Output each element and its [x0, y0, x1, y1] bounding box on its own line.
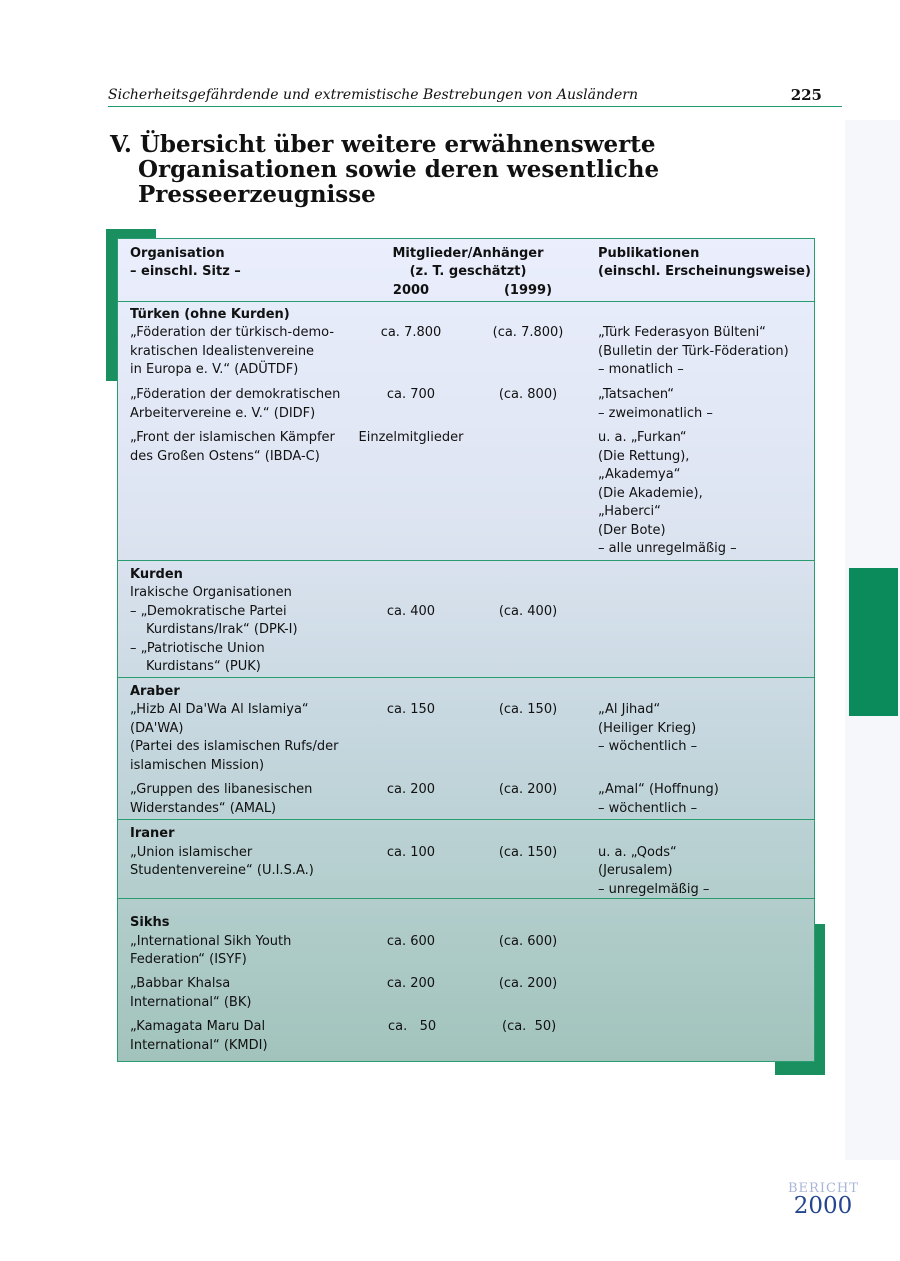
publication-line: (Der Bote) [598, 523, 666, 538]
group-heading: Araber [130, 684, 180, 699]
publication-line: – monatlich – [598, 362, 684, 377]
header-year-1999: (1999) [503, 283, 553, 298]
logo-year: 2000 [793, 1193, 853, 1219]
publication-line: – unregelmäßig – [598, 882, 710, 897]
running-title: Sicherheitsgefährdende und extremistische Bestrebungen von Ausländern [108, 87, 638, 103]
publication-line: – alle unregelmäßig – [598, 541, 737, 556]
org-name-line: kratischen Idealistenvereine [130, 344, 315, 359]
org-name-line: International“ (KMDI) [130, 1038, 268, 1053]
org-name-line: Widerstandes“ (AMAL) [130, 801, 277, 816]
members-1999: (ca. 150) [498, 702, 558, 717]
org-name-line: des Großen Ostens“ (IBDA-C) [130, 449, 320, 464]
org-name-line: Irakische Organisationen [130, 585, 292, 600]
section-title-line-2: Organisationen sowie deren wesentliche [138, 156, 660, 183]
org-name-line: in Europa e. V.“ (ADÜTDF) [130, 362, 299, 377]
members-1999: (ca. 150) [498, 845, 558, 860]
header-members-sub: (z. T. geschätzt) [409, 264, 527, 279]
publication-line: „Haberci“ [598, 504, 661, 519]
logo-word: BERICHT [788, 1181, 859, 1196]
members-1999: (ca. 400) [498, 604, 558, 619]
publication-line: „Amal“ (Hoffnung) [598, 782, 719, 797]
header-year-2000: 2000 [392, 283, 430, 298]
publication-line: – zweimonatlich – [598, 406, 713, 421]
group-heading: Iraner [130, 826, 175, 841]
members-2000: ca. 150 [386, 702, 436, 717]
separator [118, 898, 814, 899]
members-2000: Einzelmitglieder [358, 430, 464, 445]
separator [118, 560, 814, 561]
org-name-line: „Kamagata Maru Dal [130, 1019, 266, 1034]
header-organisation-sub: – einschl. Sitz – [130, 264, 241, 279]
publication-line: „Al Jihad“ [598, 702, 661, 717]
publication-line: u. a. „Qods“ [598, 845, 677, 860]
org-name-line: Studentenvereine“ (U.I.S.A.) [130, 863, 314, 878]
org-name-line: International“ (BK) [130, 995, 252, 1010]
members-1999: (ca. 600) [498, 934, 558, 949]
members-1999: (ca. 800) [498, 387, 558, 402]
bericht-2000-logo [788, 1182, 858, 1217]
members-1999: (ca. 50) [502, 1019, 557, 1034]
publication-line: – wöchentlich – [598, 801, 698, 816]
members-1999: (ca. 7.800) [492, 325, 564, 340]
org-name-line: Arbeitervereine e. V.“ (DIDF) [130, 406, 316, 421]
header-organisation: Organisation [130, 246, 225, 261]
header-publications: Publikationen [598, 246, 700, 261]
header-members: Mitglieder/Anhänger [392, 246, 544, 261]
members-2000: ca. 200 [386, 782, 436, 797]
org-name-line: – „Demokratische Partei [130, 604, 287, 619]
separator [118, 819, 814, 820]
members-2000: ca. 400 [386, 604, 436, 619]
org-name-line: „Föderation der türkisch-demo- [130, 325, 335, 340]
members-2000: ca. 50 [388, 1019, 437, 1034]
members-1999: (ca. 200) [498, 782, 558, 797]
publication-line: „Akademya“ [598, 467, 681, 482]
org-name-line: (DA'WA) [130, 721, 184, 736]
separator [118, 677, 814, 678]
members-2000: ca. 100 [386, 845, 436, 860]
section-title-line-3: Presseerzeugnisse [138, 181, 376, 208]
members-2000: ca. 700 [386, 387, 436, 402]
section-title-line-1: V. Übersicht über weitere erwähnenswerte [110, 131, 656, 158]
org-name-line: islamischen Mission) [130, 758, 265, 773]
header-publications-sub: (einschl. Erscheinungsweise) [598, 264, 811, 279]
members-2000: ca. 7.800 [380, 325, 442, 340]
org-name-line: (Partei des islamischen Rufs/der [130, 739, 339, 754]
chapter-tab-marker [849, 568, 898, 716]
org-name-line: – „Patriotische Union [130, 641, 265, 656]
org-name-line: „International Sikh Youth [130, 934, 292, 949]
group-heading: Sikhs [130, 915, 170, 930]
section-title [110, 132, 730, 207]
publication-line: (Jerusalem) [598, 863, 673, 878]
publication-line: (Die Akademie), [598, 486, 703, 501]
publication-line: „Tatsachen“ [598, 387, 674, 402]
publication-line: (Die Rettung), [598, 449, 690, 464]
group-heading: Türken (ohne Kurden) [130, 307, 290, 322]
org-name-line: Kurdistans/Irak“ (DPK-I) [146, 622, 298, 637]
members-2000: ca. 600 [386, 934, 436, 949]
org-name-line: Federation“ (ISYF) [130, 952, 247, 967]
org-name-line: „Föderation der demokratischen [130, 387, 341, 402]
org-name-line: „Union islamischer [130, 845, 253, 860]
members-2000: ca. 200 [386, 976, 436, 991]
org-name-line: „Front der islamischen Kämpfer [130, 430, 335, 445]
page-number: 225 [790, 86, 822, 104]
publication-line: (Bulletin der Türk-Föderation) [598, 344, 789, 359]
publication-line: „Türk Federasyon Bülteni“ [598, 325, 766, 340]
org-name-line: „Gruppen des libanesischen [130, 782, 313, 797]
org-name-line: „Babbar Khalsa [130, 976, 231, 991]
running-head [108, 86, 842, 107]
members-1999: (ca. 200) [498, 976, 558, 991]
organisations-table [117, 238, 815, 1062]
publication-line: – wöchentlich – [598, 739, 698, 754]
publication-line: (Heiliger Krieg) [598, 721, 697, 736]
publication-line: u. a. „Furkan“ [598, 430, 687, 445]
separator [118, 301, 814, 302]
org-name-line: Kurdistans“ (PUK) [146, 659, 261, 674]
org-name-line: „Hizb Al Da'Wa Al Islamiya“ [130, 702, 309, 717]
group-heading: Kurden [130, 567, 183, 582]
